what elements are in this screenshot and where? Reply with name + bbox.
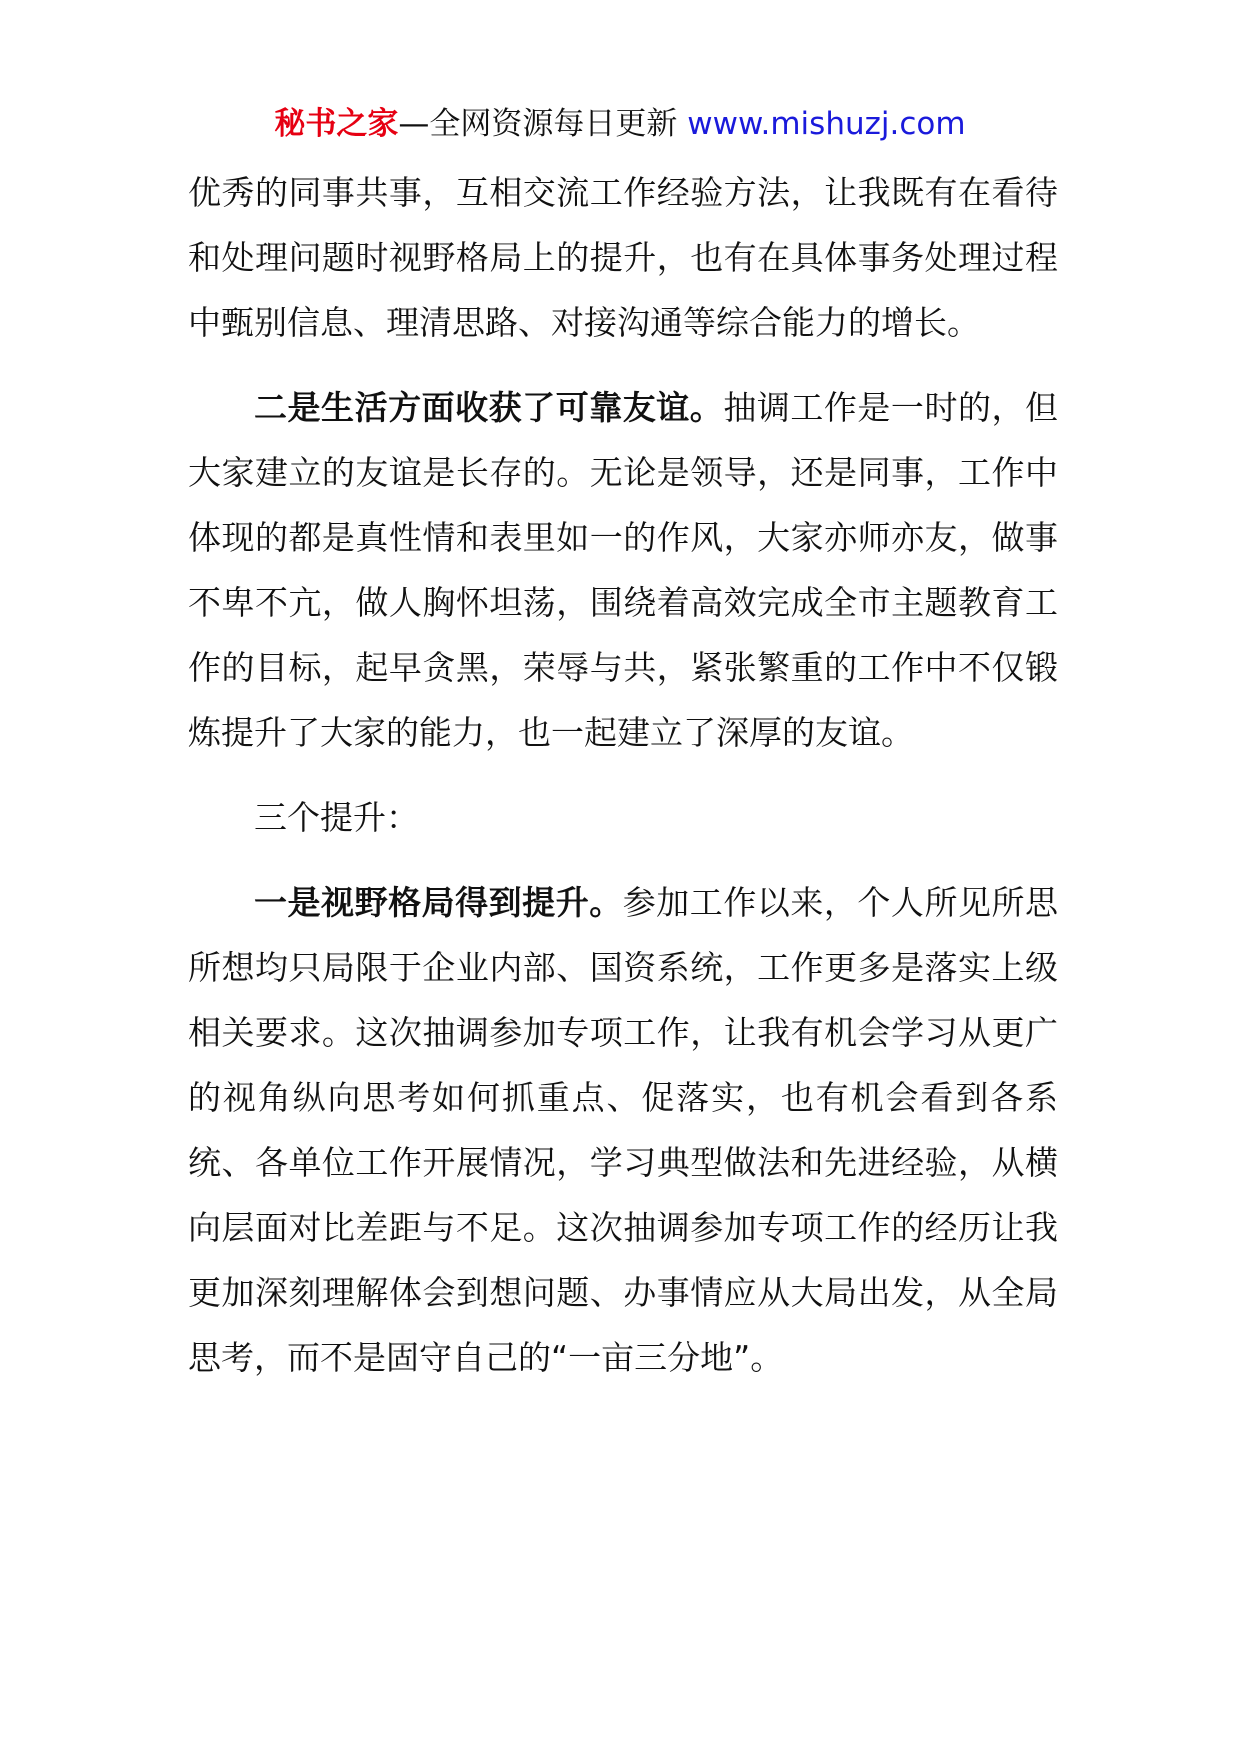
site-tagline: —全网资源每日更新 [398, 106, 678, 142]
paragraph-text: 参加工作以来，个人所见所思所想均只局限于企业内部、国资系统，工作更多是落实上级相关要求。这次抽调参加专项工作，让我有机会学习从更广的视角纵向思考如何抓重点、促落实，也有机会看到各系统、各单位工作开展情况，学习典型做法和先进经验，从横向层面对比差距与不足。这次抽调参加专项工作的经历让我更加深刻理解体会到想问题、办事情应从大局出发，从全局思考，而不是固守自己的“一亩三分地”。 [188, 883, 1059, 1377]
paragraph-lead: 二是生活方面收获了可靠友谊。 [254, 388, 724, 427]
site-brand: 秘书之家 [274, 106, 399, 142]
document-body [188, 160, 1058, 1390]
paragraph-lead: 一是视野格局得到提升。 [254, 883, 623, 922]
paragraph-continuation [188, 160, 1058, 355]
site-header [0, 104, 1240, 144]
section-heading-text: 三个提升： [254, 798, 419, 837]
paragraph-friendship [188, 375, 1058, 765]
paragraph-vision [188, 870, 1058, 1390]
site-url-link[interactable]: www.mishuzj.com [687, 106, 966, 142]
paragraph-text: 抽调工作是一时的，但大家建立的友谊是长存的。无论是领导，还是同事，工作中体现的都是真性情和表里如一的作风，大家亦师亦友，做事不卑不亢，做人胸怀坦荡，围绕着高效完成全市主题教育工作的目标，起早贪黑，荣辱与共，紧张繁重的工作中不仅锻炼提升了大家的能力，也一起建立了深厚的友谊。 [188, 388, 1059, 752]
paragraph-text: 优秀的同事共事，互相交流工作经验方法，让我既有在看待和处理问题时视野格局上的提升，也有在具体事务处理过程中甄别信息、理清思路、对接沟通等综合能力的增长。 [188, 173, 1058, 342]
section-heading-three-improvements [188, 785, 1058, 850]
